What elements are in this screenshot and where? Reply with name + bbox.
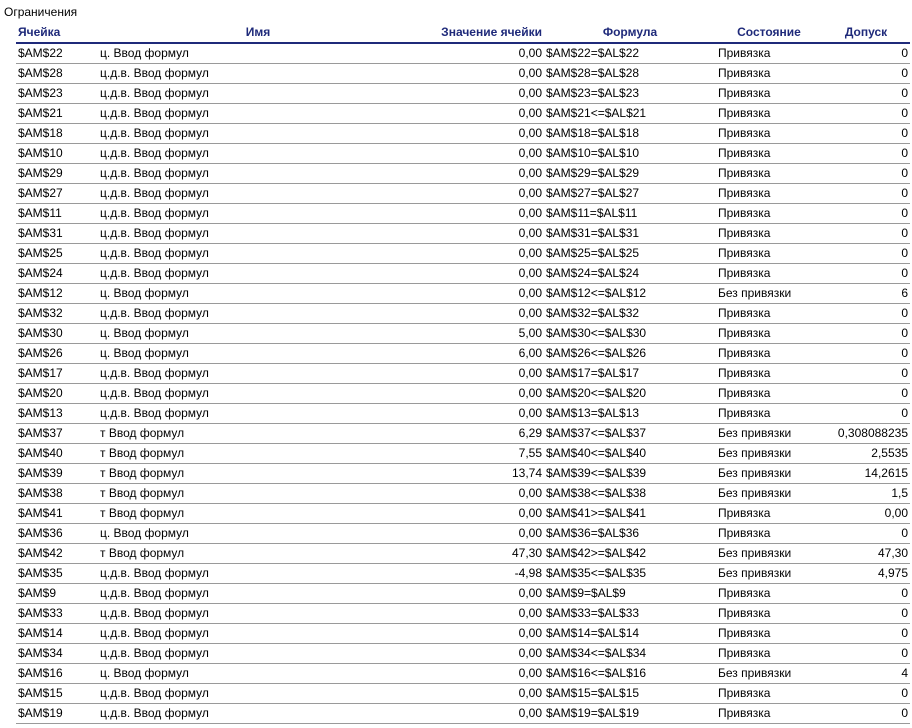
cell-formula[interactable]: $AM$35<=$AL$35 — [544, 564, 716, 584]
cell-tolerance[interactable]: 47,30 — [822, 544, 910, 564]
cell-formula[interactable]: $AM$20<=$AL$20 — [544, 384, 716, 404]
cell-name[interactable]: ц. Ввод формул — [98, 344, 418, 364]
cell-state[interactable]: Привязка — [716, 324, 822, 344]
cell-ref[interactable]: $AM$20 — [16, 384, 98, 404]
cell-value[interactable]: 0,00 — [418, 264, 544, 284]
header-name[interactable]: Имя — [98, 23, 418, 43]
table-row — [16, 224, 910, 244]
cell-value[interactable]: 0,00 — [418, 84, 544, 104]
cell-ref[interactable]: $AM$38 — [16, 484, 98, 504]
cell-value[interactable]: 0,00 — [418, 304, 544, 324]
cell-state[interactable]: Привязка — [716, 704, 822, 724]
cell-formula[interactable]: $AM$24=$AL$24 — [544, 264, 716, 284]
cell-name[interactable]: ц. Ввод формул — [98, 324, 418, 344]
table-row — [16, 64, 910, 84]
cell-value[interactable]: 0,00 — [418, 284, 544, 304]
cell-formula[interactable]: $AM$41>=$AL$41 — [544, 504, 716, 524]
cell-formula[interactable]: $AM$40<=$AL$40 — [544, 444, 716, 464]
cell-state[interactable]: Привязка — [716, 504, 822, 524]
cell-state[interactable]: Привязка — [716, 84, 822, 104]
cell-value[interactable]: 6,00 — [418, 344, 544, 364]
cell-formula[interactable]: $AM$42>=$AL$42 — [544, 544, 716, 564]
constraints-table — [16, 23, 910, 724]
cell-state[interactable]: Привязка — [716, 224, 822, 244]
cell-tolerance[interactable]: 0 — [822, 124, 910, 144]
cell-ref[interactable]: $AM$19 — [16, 704, 98, 724]
header-row — [16, 23, 910, 43]
cell-state[interactable]: Без привязки — [716, 444, 822, 464]
cell-formula[interactable]: $AM$39<=$AL$39 — [544, 464, 716, 484]
cell-formula[interactable]: $AM$9=$AL$9 — [544, 584, 716, 604]
cell-value[interactable]: 0,00 — [418, 584, 544, 604]
cell-formula[interactable]: $AM$32=$AL$32 — [544, 304, 716, 324]
header-value[interactable]: Значение ячейки — [418, 23, 544, 43]
cell-tolerance[interactable]: 0 — [822, 404, 910, 424]
table-row — [16, 504, 910, 524]
cell-value[interactable]: 0,00 — [418, 484, 544, 504]
header-state[interactable]: Состояние — [716, 23, 822, 43]
cell-ref[interactable]: $AM$27 — [16, 184, 98, 204]
cell-name[interactable]: ц.д.в. Ввод формул — [98, 204, 418, 224]
cell-ref[interactable]: $AM$21 — [16, 104, 98, 124]
header-cell[interactable]: Ячейка — [16, 23, 98, 43]
cell-tolerance[interactable]: 0 — [822, 344, 910, 364]
cell-state[interactable]: Привязка — [716, 304, 822, 324]
cell-state[interactable]: Привязка — [716, 124, 822, 144]
cell-ref[interactable]: $AM$28 — [16, 64, 98, 84]
table-row — [16, 104, 910, 124]
cell-name[interactable]: ц.д.в. Ввод формул — [98, 244, 418, 264]
cell-name[interactable]: т Ввод формул — [98, 484, 418, 504]
cell-name[interactable]: ц.д.в. Ввод формул — [98, 304, 418, 324]
cell-state[interactable]: Без привязки — [716, 664, 822, 684]
cell-tolerance[interactable]: 0 — [822, 684, 910, 704]
cell-ref[interactable]: $AM$15 — [16, 684, 98, 704]
table-row — [16, 604, 910, 624]
cell-formula[interactable]: $AM$23=$AL$23 — [544, 84, 716, 104]
cell-formula[interactable]: $AM$30<=$AL$30 — [544, 324, 716, 344]
cell-formula[interactable]: $AM$29=$AL$29 — [544, 164, 716, 184]
cell-name[interactable]: ц. Ввод формул — [98, 43, 418, 64]
table-row — [16, 444, 910, 464]
cell-value[interactable]: 13,74 — [418, 464, 544, 484]
cell-ref[interactable]: $AM$39 — [16, 464, 98, 484]
cell-tolerance[interactable]: 14,2615 — [822, 464, 910, 484]
cell-state[interactable]: Привязка — [716, 384, 822, 404]
cell-tolerance[interactable]: 0 — [822, 264, 910, 284]
cell-name[interactable]: ц.д.в. Ввод формул — [98, 64, 418, 84]
header-formula[interactable]: Формула — [544, 23, 716, 43]
cell-formula[interactable]: $AM$14=$AL$14 — [544, 624, 716, 644]
cell-ref[interactable]: $AM$12 — [16, 284, 98, 304]
cell-tolerance[interactable]: 0 — [822, 364, 910, 384]
cell-name[interactable]: ц.д.в. Ввод формул — [98, 604, 418, 624]
cell-tolerance[interactable]: 0 — [822, 384, 910, 404]
cell-ref[interactable]: $AM$26 — [16, 344, 98, 364]
cell-ref[interactable]: $AM$32 — [16, 304, 98, 324]
cell-formula[interactable]: $AM$33=$AL$33 — [544, 604, 716, 624]
cell-value[interactable]: 0,00 — [418, 244, 544, 264]
cell-state[interactable]: Привязка — [716, 144, 822, 164]
cell-ref[interactable]: $AM$36 — [16, 524, 98, 544]
cell-ref[interactable]: $AM$40 — [16, 444, 98, 464]
cell-formula[interactable]: $AM$31=$AL$31 — [544, 224, 716, 244]
cell-ref[interactable]: $AM$16 — [16, 664, 98, 684]
cell-tolerance[interactable]: 0 — [822, 624, 910, 644]
cell-state[interactable]: Без привязки — [716, 284, 822, 304]
cell-value[interactable]: 0,00 — [418, 624, 544, 644]
cell-ref[interactable]: $AM$11 — [16, 204, 98, 224]
cell-value[interactable]: 0,00 — [418, 384, 544, 404]
table-row — [16, 284, 910, 304]
cell-tolerance[interactable]: 0 — [822, 144, 910, 164]
cell-state[interactable]: Привязка — [716, 264, 822, 284]
cell-value[interactable]: 0,00 — [418, 224, 544, 244]
cell-state[interactable]: Привязка — [716, 604, 822, 624]
table-row — [16, 264, 910, 284]
table-row — [16, 164, 910, 184]
cell-state[interactable]: Привязка — [716, 524, 822, 544]
cell-tolerance[interactable]: 0,00 — [822, 504, 910, 524]
cell-name[interactable]: ц.д.в. Ввод формул — [98, 384, 418, 404]
cell-formula[interactable]: $AM$21<=$AL$21 — [544, 104, 716, 124]
table-row — [16, 624, 910, 644]
table-row — [16, 144, 910, 164]
table-row — [16, 204, 910, 224]
table-body — [16, 43, 910, 724]
cell-value[interactable]: 0,00 — [418, 364, 544, 384]
table-row — [16, 124, 910, 144]
cell-tolerance[interactable]: 0 — [822, 244, 910, 264]
table-row — [16, 404, 910, 424]
cell-value[interactable]: 0,00 — [418, 144, 544, 164]
cell-tolerance[interactable]: 4 — [822, 664, 910, 684]
cell-ref[interactable]: $AM$13 — [16, 404, 98, 424]
cell-value[interactable]: 0,00 — [418, 644, 544, 664]
cell-formula[interactable]: $AM$10=$AL$10 — [544, 144, 716, 164]
cell-formula[interactable]: $AM$13=$AL$13 — [544, 404, 716, 424]
cell-name[interactable]: ц.д.в. Ввод формул — [98, 84, 418, 104]
cell-name[interactable]: ц.д.в. Ввод формул — [98, 144, 418, 164]
cell-value[interactable]: 0,00 — [418, 204, 544, 224]
cell-value[interactable]: 0,00 — [418, 164, 544, 184]
cell-tolerance[interactable]: 0 — [822, 604, 910, 624]
cell-state[interactable]: Без привязки — [716, 424, 822, 444]
cell-tolerance[interactable]: 0,308088235 — [822, 424, 910, 444]
cell-name[interactable]: ц.д.в. Ввод формул — [98, 624, 418, 644]
cell-tolerance[interactable]: 4,975 — [822, 564, 910, 584]
cell-formula[interactable]: $AM$25=$AL$25 — [544, 244, 716, 264]
cell-tolerance[interactable]: 0 — [822, 644, 910, 664]
table-row — [16, 584, 910, 604]
cell-value[interactable]: 0,00 — [418, 64, 544, 84]
cell-ref[interactable]: $AM$17 — [16, 364, 98, 384]
cell-ref[interactable]: $AM$35 — [16, 564, 98, 584]
cell-name[interactable]: ц.д.в. Ввод формул — [98, 184, 418, 204]
cell-ref[interactable]: $AM$31 — [16, 224, 98, 244]
cell-name[interactable]: ц.д.в. Ввод формул — [98, 104, 418, 124]
cell-ref[interactable]: $AM$33 — [16, 604, 98, 624]
cell-ref[interactable]: $AM$29 — [16, 164, 98, 184]
cell-state[interactable]: Без привязки — [716, 544, 822, 564]
cell-value[interactable]: 47,30 — [418, 544, 544, 564]
cell-value[interactable]: 0,00 — [418, 504, 544, 524]
table-row — [16, 684, 910, 704]
cell-value[interactable]: -4,98 — [418, 564, 544, 584]
cell-formula[interactable]: $AM$38<=$AL$38 — [544, 484, 716, 504]
cell-ref[interactable]: $AM$42 — [16, 544, 98, 564]
cell-ref[interactable]: $AM$14 — [16, 624, 98, 644]
cell-value[interactable]: 6,29 — [418, 424, 544, 444]
cell-formula[interactable]: $AM$16<=$AL$16 — [544, 664, 716, 684]
cell-ref[interactable]: $AM$10 — [16, 144, 98, 164]
cell-tolerance[interactable]: 0 — [822, 704, 910, 724]
cell-state[interactable]: Привязка — [716, 404, 822, 424]
cell-tolerance[interactable]: 0 — [822, 164, 910, 184]
cell-formula[interactable]: $AM$36=$AL$36 — [544, 524, 716, 544]
cell-value[interactable]: 0,00 — [418, 104, 544, 124]
cell-formula[interactable]: $AM$22=$AL$22 — [544, 43, 716, 64]
cell-tolerance[interactable]: 0 — [822, 324, 910, 344]
cell-value[interactable]: 0,00 — [418, 184, 544, 204]
cell-tolerance[interactable]: 0 — [822, 43, 910, 64]
table-row — [16, 324, 910, 344]
cell-name[interactable]: ц. Ввод формул — [98, 284, 418, 304]
cell-formula[interactable]: $AM$34<=$AL$34 — [544, 644, 716, 664]
cell-ref[interactable]: $AM$41 — [16, 504, 98, 524]
cell-state[interactable]: Привязка — [716, 184, 822, 204]
table-row — [16, 344, 910, 364]
cell-tolerance[interactable]: 0 — [822, 304, 910, 324]
cell-state[interactable]: Без привязки — [716, 484, 822, 504]
cell-ref[interactable]: $AM$34 — [16, 644, 98, 664]
cell-name[interactable]: ц. Ввод формул — [98, 524, 418, 544]
cell-tolerance[interactable]: 0 — [822, 584, 910, 604]
cell-value[interactable]: 0,00 — [418, 43, 544, 64]
cell-name[interactable]: т Ввод формул — [98, 504, 418, 524]
cell-name[interactable]: т Ввод формул — [98, 464, 418, 484]
table-row — [16, 424, 910, 444]
table-row — [16, 384, 910, 404]
cell-formula[interactable]: $AM$18=$AL$18 — [544, 124, 716, 144]
cell-tolerance[interactable]: 1,5 — [822, 484, 910, 504]
cell-formula[interactable]: $AM$11=$AL$11 — [544, 204, 716, 224]
cell-state[interactable]: Привязка — [716, 624, 822, 644]
cell-value[interactable]: 0,00 — [418, 664, 544, 684]
cell-state[interactable]: Привязка — [716, 344, 822, 364]
cell-formula[interactable]: $AM$12<=$AL$12 — [544, 284, 716, 304]
report-title: Ограничения — [4, 5, 78, 19]
table-row — [16, 184, 910, 204]
cell-state[interactable]: Без привязки — [716, 464, 822, 484]
cell-name[interactable]: т Ввод формул — [98, 424, 418, 444]
table-row — [16, 704, 910, 724]
cell-tolerance[interactable]: 0 — [822, 524, 910, 544]
cell-name[interactable]: ц. Ввод формул — [98, 664, 418, 684]
cell-name[interactable]: ц.д.в. Ввод формул — [98, 584, 418, 604]
table-row — [16, 84, 910, 104]
cell-name[interactable]: ц.д.в. Ввод формул — [98, 644, 418, 664]
cell-value[interactable]: 7,55 — [418, 444, 544, 464]
cell-tolerance[interactable]: 2,5535 — [822, 444, 910, 464]
cell-name[interactable]: ц.д.в. Ввод формул — [98, 124, 418, 144]
cell-value[interactable]: 0,00 — [418, 704, 544, 724]
table-row — [16, 464, 910, 484]
cell-formula[interactable]: $AM$15=$AL$15 — [544, 684, 716, 704]
cell-state[interactable]: Без привязки — [716, 564, 822, 584]
cell-tolerance[interactable]: 0 — [822, 224, 910, 244]
cell-name[interactable]: ц.д.в. Ввод формул — [98, 264, 418, 284]
cell-tolerance[interactable]: 6 — [822, 284, 910, 304]
cell-value[interactable]: 0,00 — [418, 604, 544, 624]
cell-ref[interactable]: $AM$30 — [16, 324, 98, 344]
cell-name[interactable]: ц.д.в. Ввод формул — [98, 364, 418, 384]
cell-state[interactable]: Привязка — [716, 104, 822, 124]
cell-tolerance[interactable]: 0 — [822, 64, 910, 84]
cell-state[interactable]: Привязка — [716, 584, 822, 604]
cell-ref[interactable]: $AM$24 — [16, 264, 98, 284]
cell-value[interactable]: 0,00 — [418, 684, 544, 704]
cell-tolerance[interactable]: 0 — [822, 104, 910, 124]
table-row — [16, 364, 910, 384]
cell-name[interactable]: ц.д.в. Ввод формул — [98, 684, 418, 704]
cell-name[interactable]: ц.д.в. Ввод формул — [98, 704, 418, 724]
cell-formula[interactable]: $AM$26<=$AL$26 — [544, 344, 716, 364]
cell-ref[interactable]: $AM$37 — [16, 424, 98, 444]
table-row — [16, 644, 910, 664]
cell-state[interactable]: Привязка — [716, 64, 822, 84]
cell-ref[interactable]: $AM$22 — [16, 43, 98, 64]
header-tolerance[interactable]: Допуск — [822, 23, 910, 43]
table-row — [16, 43, 910, 64]
table-row — [16, 544, 910, 564]
cell-state[interactable]: Привязка — [716, 644, 822, 664]
cell-ref[interactable]: $AM$18 — [16, 124, 98, 144]
cell-state[interactable]: Привязка — [716, 204, 822, 224]
cell-ref[interactable]: $AM$25 — [16, 244, 98, 264]
cell-formula[interactable]: $AM$28=$AL$28 — [544, 64, 716, 84]
cell-name[interactable]: ц.д.в. Ввод формул — [98, 224, 418, 244]
cell-tolerance[interactable]: 0 — [822, 204, 910, 224]
cell-state[interactable]: Привязка — [716, 244, 822, 264]
table-row — [16, 664, 910, 684]
table-row — [16, 244, 910, 264]
cell-formula[interactable]: $AM$37<=$AL$37 — [544, 424, 716, 444]
cell-name[interactable]: ц.д.в. Ввод формул — [98, 564, 418, 584]
cell-name[interactable]: т Ввод формул — [98, 444, 418, 464]
cell-name[interactable]: ц.д.в. Ввод формул — [98, 164, 418, 184]
cell-state[interactable]: Привязка — [716, 43, 822, 64]
cell-state[interactable]: Привязка — [716, 364, 822, 384]
cell-state[interactable]: Привязка — [716, 684, 822, 704]
cell-tolerance[interactable]: 0 — [822, 184, 910, 204]
table-row — [16, 564, 910, 584]
cell-formula[interactable]: $AM$17=$AL$17 — [544, 364, 716, 384]
cell-value[interactable]: 0,00 — [418, 404, 544, 424]
cell-tolerance[interactable]: 0 — [822, 84, 910, 104]
cell-value[interactable]: 0,00 — [418, 124, 544, 144]
table-row — [16, 304, 910, 324]
cell-formula[interactable]: $AM$19=$AL$19 — [544, 704, 716, 724]
cell-state[interactable]: Привязка — [716, 164, 822, 184]
cell-formula[interactable]: $AM$27=$AL$27 — [544, 184, 716, 204]
cell-name[interactable]: ц.д.в. Ввод формул — [98, 404, 418, 424]
cell-value[interactable]: 0,00 — [418, 524, 544, 544]
cell-ref[interactable]: $AM$9 — [16, 584, 98, 604]
cell-value[interactable]: 5,00 — [418, 324, 544, 344]
table-row — [16, 524, 910, 544]
cell-ref[interactable]: $AM$23 — [16, 84, 98, 104]
cell-name[interactable]: т Ввод формул — [98, 544, 418, 564]
table-row — [16, 484, 910, 504]
